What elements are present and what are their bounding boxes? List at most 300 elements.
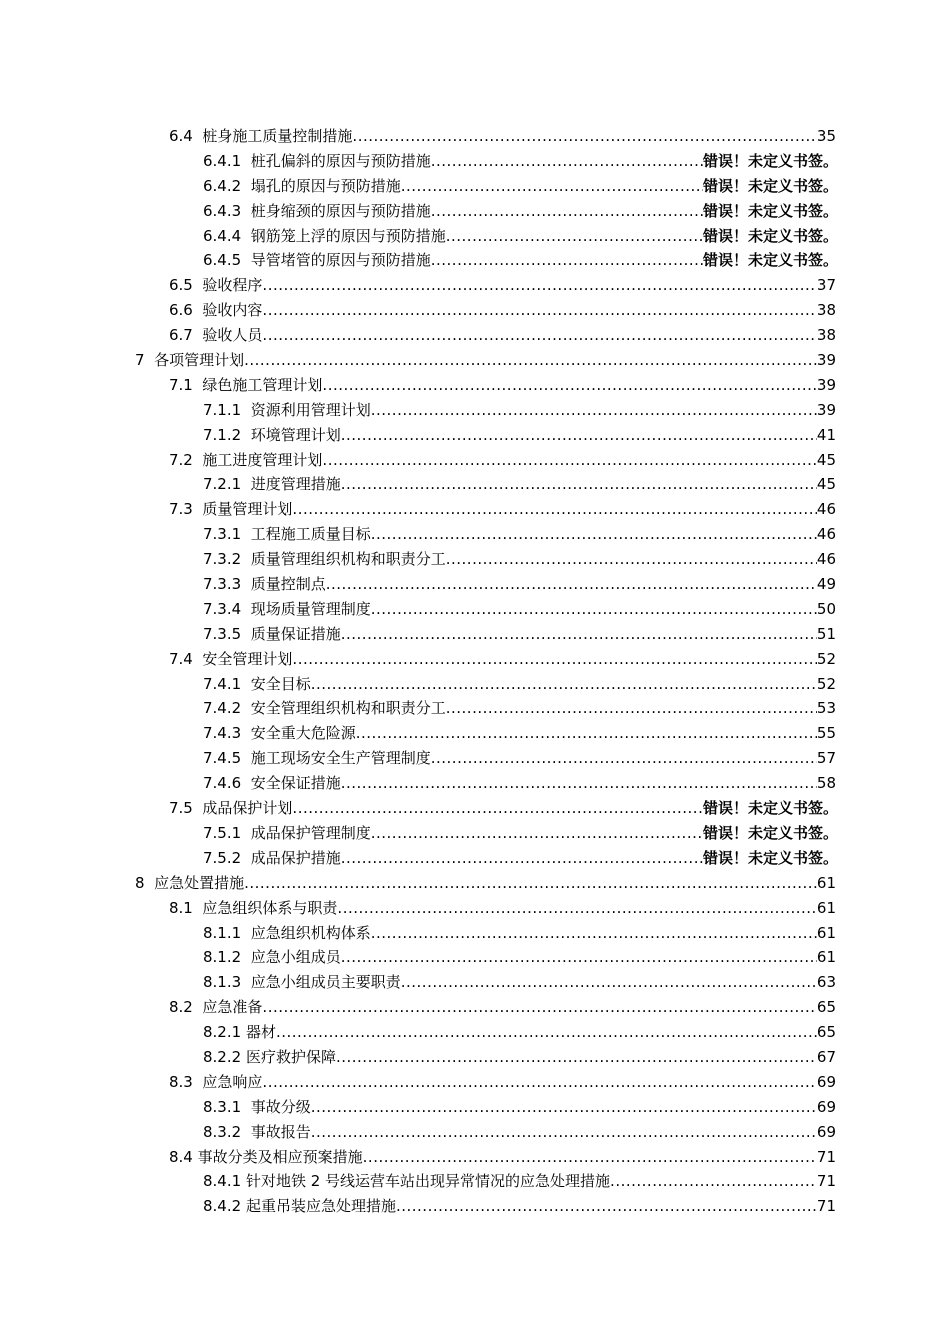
toc-entry-heading: [203, 423, 341, 448]
toc-entry-title: 桩孔偏斜的原因与预防措施: [250, 151, 431, 170]
toc-entry-separator: [241, 550, 251, 568]
toc-entry-separator: [241, 724, 251, 742]
toc-entry-heading: [169, 896, 337, 921]
toc-entry-heading: [203, 597, 371, 622]
toc-page-number: 38: [816, 301, 836, 320]
toc-entry[interactable]: [0, 124, 950, 149]
toc-entry-line: [169, 298, 836, 323]
toc-leader-dots: [276, 1020, 817, 1045]
toc-entry-title: 绿色施工管理计划: [202, 375, 323, 394]
toc-entry-separator: [241, 924, 251, 942]
toc-entry-heading: [169, 796, 292, 821]
toc-entry-separator: [241, 675, 251, 693]
toc-entry-number: 8.4.1: [203, 1172, 242, 1191]
toc-page-number: 67: [816, 1047, 836, 1066]
toc-entry-separator: [193, 326, 203, 344]
toc-entry[interactable]: [0, 771, 950, 796]
toc-entry-line: [169, 896, 836, 921]
toc-entry-heading: [203, 174, 401, 199]
toc-entry-heading: [203, 1169, 610, 1194]
toc-entry[interactable]: [0, 1045, 950, 1070]
toc-entry-separator: [241, 251, 251, 269]
toc-entry-heading: [203, 224, 446, 249]
toc-entry-number: 8.1.1: [203, 923, 242, 942]
toc-entry-title: 事故分类及相应预案措施: [197, 1147, 363, 1166]
toc-entry-title: 事故报告: [250, 1122, 311, 1141]
toc-entry-title: 起重吊装应急处理措施: [245, 1197, 396, 1216]
toc-entry-line: [203, 696, 836, 721]
toc-entry-title: 应急组织机构体系: [250, 923, 371, 942]
toc-entry-title: 环境管理计划: [250, 425, 341, 444]
toc-entry-line: [203, 199, 838, 224]
toc-entry-number: 7.4.2: [203, 699, 242, 718]
toc-entry-heading: [203, 1095, 311, 1120]
toc-bookmark-error: 错误！未定义书签。: [702, 226, 838, 245]
toc-entry-separator: [193, 376, 203, 394]
toc-entry-heading: [203, 1020, 276, 1045]
toc-entry-heading: [203, 821, 371, 846]
toc-leader-dots: [371, 921, 817, 946]
toc-entry-separator: [193, 301, 203, 319]
toc-entry-title: 桩身缩颈的原因与预防措施: [250, 201, 431, 220]
toc-entry-title: 安全重大危险源: [250, 724, 356, 743]
toc-entry[interactable]: [0, 846, 950, 871]
toc-entry-separator: [145, 874, 155, 892]
toc-entry-heading: [203, 1120, 311, 1145]
toc-entry[interactable]: [0, 448, 950, 473]
toc-entry-heading: [203, 248, 431, 273]
toc-page-number: 61: [816, 873, 836, 892]
toc-entry-number: 8.3.2: [203, 1122, 242, 1141]
toc-entry-heading: [169, 448, 322, 473]
toc-entry-line: [203, 1169, 836, 1194]
toc-entry-line: [203, 174, 838, 199]
toc-page-number: 69: [816, 1122, 836, 1141]
toc-leader-dots: [341, 423, 817, 448]
toc-page-number: 46: [816, 500, 836, 519]
toc-entry-separator: [145, 351, 155, 369]
toc-entry-title: 安全目标: [250, 674, 311, 693]
toc-entry-number: 7.4.3: [203, 724, 242, 743]
toc-entry-separator: [241, 227, 251, 245]
toc-leader-dots: [610, 1169, 817, 1194]
toc-entry-number: 7: [135, 351, 145, 370]
toc-entry-number: 7.4.1: [203, 674, 242, 693]
toc-entry-heading: [203, 721, 356, 746]
toc-entry-separator: [193, 899, 203, 917]
toc-entry[interactable]: [0, 647, 950, 672]
toc-entry[interactable]: [0, 398, 950, 423]
toc-bookmark-error: 错误！未定义书签。: [702, 848, 838, 867]
toc-entry-title: 成品保护计划: [202, 799, 293, 818]
toc-entry-heading: [203, 672, 311, 697]
toc-entry-separator: [241, 600, 251, 618]
toc-leader-dots: [446, 224, 703, 249]
toc-entry-title: 钢筋笼上浮的原因与预防措施: [250, 226, 446, 245]
toc-entry-number: 8.2.2: [203, 1047, 242, 1066]
toc-entry-heading: [203, 970, 401, 995]
toc-entry-separator: [241, 948, 251, 966]
toc-bookmark-error: 错误！未定义书签。: [702, 251, 838, 270]
toc-entry-title: 验收内容: [202, 301, 263, 320]
toc-entry[interactable]: [0, 1020, 950, 1045]
toc-entry-line: [203, 921, 836, 946]
toc-page-number: 51: [816, 624, 836, 643]
toc-entry[interactable]: [0, 323, 950, 348]
toc-entry-number: 6.4.4: [203, 226, 242, 245]
toc-entry-line: [203, 746, 836, 771]
toc-entry-title: 质量控制点: [250, 575, 326, 594]
toc-leader-dots: [396, 1194, 817, 1219]
toc-page-number: 71: [816, 1197, 836, 1216]
toc-leader-dots: [341, 945, 817, 970]
toc-entry-separator: [241, 1123, 251, 1141]
toc-entry-title: 成品保护措施: [250, 848, 341, 867]
toc-page-number: 61: [816, 948, 836, 967]
toc-entry[interactable]: [0, 1194, 950, 1219]
toc-entry-separator: [193, 998, 203, 1016]
toc-entry-number: 6.4.5: [203, 251, 242, 270]
toc-entry[interactable]: [0, 273, 950, 298]
toc-entry-title: 应急处置措施: [154, 873, 245, 892]
toc-entry-title: 质量管理组织机构和职责分工: [250, 550, 446, 569]
toc-leader-dots: [244, 348, 817, 373]
toc-entry[interactable]: [0, 522, 950, 547]
toc-entry-number: 7.4: [169, 649, 193, 668]
toc-leader-dots: [311, 1120, 817, 1145]
toc-entry-title: 成品保护管理制度: [250, 823, 371, 842]
toc-entry[interactable]: [0, 373, 950, 398]
toc-entry-heading: [203, 547, 446, 572]
toc-entry-line: [169, 323, 836, 348]
toc-entry-heading: [169, 373, 322, 398]
toc-leader-dots: [311, 1095, 817, 1120]
toc-entry-line: [203, 672, 836, 697]
toc-entry[interactable]: [0, 1169, 950, 1194]
toc-entry-heading: [203, 771, 341, 796]
toc-leader-dots: [431, 149, 703, 174]
toc-entry[interactable]: [0, 921, 950, 946]
toc-entry-title: 进度管理措施: [250, 475, 341, 494]
toc-entry-line: [169, 373, 836, 398]
toc-leader-dots: [371, 597, 817, 622]
toc-entry-number: 8.1.2: [203, 948, 242, 967]
toc-entry[interactable]: [0, 1120, 950, 1145]
toc-entry-separator: [241, 177, 251, 195]
toc-entry-title: 安全管理计划: [202, 649, 293, 668]
toc-entry-number: 8.1.3: [203, 973, 242, 992]
toc-entry[interactable]: [0, 174, 950, 199]
toc-bookmark-error: 错误！未定义书签。: [702, 151, 838, 170]
toc-entry-title: 针对地铁 2 号线运营车站出现异常情况的应急处理措施: [245, 1172, 611, 1191]
toc-page-number: 71: [816, 1172, 836, 1191]
toc-entry-heading: [169, 995, 262, 1020]
toc-entry-heading: [169, 124, 352, 149]
toc-entry-title: 现场质量管理制度: [250, 599, 371, 618]
toc-leader-dots: [401, 970, 817, 995]
toc-entry[interactable]: [0, 1145, 950, 1170]
toc-entry-heading: [169, 1145, 363, 1170]
toc-entry-heading: [135, 348, 244, 373]
toc-leader-dots: [356, 721, 817, 746]
toc-bookmark-error: 错误！未定义书签。: [702, 201, 838, 220]
toc-entry-number: 7.2: [169, 450, 193, 469]
toc-entry-line: [203, 1120, 836, 1145]
toc-page-number: 39: [816, 351, 836, 370]
toc-entry-separator: [193, 127, 203, 145]
toc-page-number: 39: [816, 400, 836, 419]
toc-entry-number: 7.2.1: [203, 475, 242, 494]
toc-entry-title: 应急准备: [202, 998, 263, 1017]
toc-entry-line: [169, 796, 838, 821]
toc-entry[interactable]: [0, 746, 950, 771]
toc-entry[interactable]: [0, 945, 950, 970]
toc-entry-separator: [241, 152, 251, 170]
toc-entry[interactable]: [0, 423, 950, 448]
toc-page-number: 46: [816, 525, 836, 544]
toc-leader-dots: [262, 298, 816, 323]
toc-entry[interactable]: [0, 348, 950, 373]
toc-entry-heading: [203, 522, 371, 547]
toc-page-number: 58: [816, 774, 836, 793]
toc-entry[interactable]: [0, 1070, 950, 1095]
toc-entry[interactable]: [0, 1095, 950, 1120]
toc-entry-separator: [241, 202, 251, 220]
toc-entry-title: 塌孔的原因与预防措施: [250, 176, 401, 195]
toc-entry-title: 验收人员: [202, 326, 263, 345]
toc-entry-separator: [193, 799, 203, 817]
toc-page-number: 65: [816, 1023, 836, 1042]
table-of-contents: [0, 124, 950, 1219]
toc-leader-dots: [292, 796, 703, 821]
toc-entry-title: 施工现场安全生产管理制度: [250, 749, 431, 768]
toc-page-number: 55: [816, 724, 836, 743]
toc-bookmark-error: 错误！未定义书签。: [702, 823, 838, 842]
toc-entry-separator: [241, 824, 251, 842]
toc-entry-title: 验收程序: [202, 276, 263, 295]
toc-entry-title: 质量管理计划: [202, 500, 293, 519]
toc-entry-title: 应急响应: [202, 1072, 263, 1091]
toc-page-number: 45: [816, 450, 836, 469]
toc-entry-number: 7.5.1: [203, 823, 242, 842]
toc-entry-separator: [241, 1098, 251, 1116]
toc-entry[interactable]: [0, 149, 950, 174]
toc-leader-dots: [431, 746, 817, 771]
toc-page-number: 53: [816, 699, 836, 718]
toc-entry-heading: [169, 1070, 262, 1095]
toc-leader-dots: [446, 547, 817, 572]
toc-entry[interactable]: [0, 871, 950, 896]
toc-entry-line: [203, 622, 836, 647]
toc-leader-dots: [431, 248, 703, 273]
toc-page-number: 57: [816, 749, 836, 768]
toc-leader-dots: [371, 821, 703, 846]
toc-entry-number: 6.4.3: [203, 201, 242, 220]
toc-entry-separator: [193, 451, 203, 469]
toc-entry-heading: [203, 1045, 336, 1070]
toc-entry-number: 8.2.1: [203, 1023, 242, 1042]
toc-page-number: 63: [816, 973, 836, 992]
toc-leader-dots: [341, 472, 817, 497]
toc-entry-line: [169, 124, 836, 149]
toc-entry-line: [203, 398, 836, 423]
toc-leader-dots: [371, 398, 817, 423]
toc-entry-separator: [193, 500, 203, 518]
toc-entry[interactable]: [0, 248, 950, 273]
toc-entry-number: 8.4.2: [203, 1197, 242, 1216]
toc-page-number: 71: [816, 1147, 836, 1166]
toc-entry[interactable]: [0, 224, 950, 249]
toc-entry-line: [203, 1194, 836, 1219]
toc-page-number: 50: [816, 599, 836, 618]
toc-bookmark-error: 错误！未定义书签。: [702, 176, 838, 195]
toc-entry[interactable]: [0, 721, 950, 746]
toc-leader-dots: [431, 199, 703, 224]
toc-entry[interactable]: [0, 597, 950, 622]
toc-entry-line: [203, 522, 836, 547]
toc-leader-dots: [401, 174, 703, 199]
toc-entry-separator: [241, 774, 251, 792]
toc-entry-line: [203, 821, 838, 846]
toc-entry-line: [203, 771, 836, 796]
toc-entry-number: 8.2: [169, 998, 193, 1017]
toc-entry[interactable]: [0, 547, 950, 572]
toc-entry-separator: [241, 525, 251, 543]
toc-entry[interactable]: [0, 970, 950, 995]
toc-entry[interactable]: [0, 572, 950, 597]
toc-entry-title: 质量保证措施: [250, 624, 341, 643]
toc-leader-dots: [337, 896, 816, 921]
toc-entry-number: 8.3.1: [203, 1097, 242, 1116]
toc-entry[interactable]: [0, 696, 950, 721]
toc-page-number: 69: [816, 1072, 836, 1091]
toc-entry[interactable]: [0, 298, 950, 323]
toc-entry-line: [203, 248, 838, 273]
toc-leader-dots: [322, 448, 816, 473]
toc-leader-dots: [363, 1145, 817, 1170]
toc-entry-line: [203, 945, 836, 970]
toc-bookmark-error: 错误！未定义书签。: [702, 799, 838, 818]
toc-entry-number: 8.3: [169, 1072, 193, 1091]
toc-entry-title: 医疗救护保障: [245, 1047, 336, 1066]
toc-entry-line: [203, 970, 836, 995]
toc-entry[interactable]: [0, 821, 950, 846]
toc-entry-line: [135, 348, 836, 373]
toc-entry-line: [203, 547, 836, 572]
toc-entry-line: [203, 1020, 836, 1045]
toc-entry-line: [203, 597, 836, 622]
toc-entry-line: [169, 1070, 836, 1095]
toc-entry-heading: [169, 298, 262, 323]
toc-entry-title: 安全保证措施: [250, 774, 341, 793]
toc-entry-heading: [169, 647, 292, 672]
toc-entry-line: [169, 273, 836, 298]
toc-entry-title: 桩身施工质量控制措施: [202, 127, 353, 145]
toc-entry-title: 导管堵管的原因与预防措施: [250, 251, 431, 270]
toc-entry-line: [203, 1095, 836, 1120]
toc-leader-dots: [326, 572, 817, 597]
toc-entry[interactable]: [0, 995, 950, 1020]
toc-page-number: 49: [816, 575, 836, 594]
toc-entry-heading: [203, 921, 371, 946]
toc-entry-title: 资源利用管理计划: [250, 400, 371, 419]
toc-entry-line: [203, 423, 836, 448]
toc-entry-separator: [241, 401, 251, 419]
toc-entry-separator: [241, 475, 251, 493]
toc-entry-heading: [203, 398, 371, 423]
toc-entry-line: [203, 149, 838, 174]
toc-leader-dots: [371, 522, 817, 547]
toc-entry-title: 施工进度管理计划: [202, 450, 323, 469]
toc-entry-number: 6.6: [169, 301, 193, 320]
toc-entry-number: 6.7: [169, 326, 193, 345]
toc-page-number: 61: [816, 923, 836, 942]
toc-leader-dots: [336, 1045, 817, 1070]
toc-leader-dots: [262, 273, 816, 298]
toc-leader-dots: [292, 647, 816, 672]
toc-entry-line: [203, 1045, 836, 1070]
toc-page-number: 69: [816, 1097, 836, 1116]
toc-entry-separator: [241, 625, 251, 643]
toc-entry-line: [203, 224, 838, 249]
toc-leader-dots: [446, 696, 817, 721]
toc-entry[interactable]: [0, 796, 950, 821]
toc-entry-number: 8.4: [169, 1147, 193, 1166]
toc-entry-number: 7.3.5: [203, 624, 242, 643]
toc-entry-title: 应急小组成员主要职责: [250, 973, 401, 992]
toc-entry-number: 7.1.1: [203, 400, 242, 419]
toc-entry-line: [169, 1145, 836, 1170]
toc-leader-dots: [341, 622, 817, 647]
toc-page-number: 45: [816, 475, 836, 494]
toc-entry-number: 7.1: [169, 375, 193, 394]
toc-page-number: 39: [816, 375, 836, 394]
toc-entry[interactable]: [0, 199, 950, 224]
toc-page-number: 46: [816, 550, 836, 569]
toc-entry-line: [203, 472, 836, 497]
toc-entry-title: 各项管理计划: [154, 351, 245, 370]
toc-entry-heading: [203, 472, 341, 497]
toc-entry-separator: [193, 650, 203, 668]
toc-entry-number: 8: [135, 873, 145, 892]
toc-entry-title: 应急组织体系与职责: [202, 898, 338, 917]
toc-leader-dots: [244, 871, 817, 896]
toc-entry-heading: [169, 497, 292, 522]
toc-entry[interactable]: [0, 896, 950, 921]
toc-entry-separator: [241, 973, 251, 991]
toc-leader-dots: [262, 1070, 816, 1095]
toc-entry-heading: [203, 1194, 396, 1219]
toc-entry-heading: [169, 273, 262, 298]
toc-entry-heading: [203, 696, 446, 721]
toc-entry-line: [203, 572, 836, 597]
toc-leader-dots: [262, 323, 816, 348]
toc-leader-dots: [341, 846, 703, 871]
toc-entry-number: 7.3.4: [203, 599, 242, 618]
toc-entry[interactable]: [0, 472, 950, 497]
toc-entry-number: 7.3.1: [203, 525, 242, 544]
toc-entry-number: 7.5: [169, 799, 193, 818]
toc-entry[interactable]: [0, 622, 950, 647]
toc-entry-separator: [241, 749, 251, 767]
toc-entry-line: [169, 995, 836, 1020]
toc-entry[interactable]: [0, 497, 950, 522]
toc-entry-separator: [193, 1073, 203, 1091]
toc-page-number: 38: [816, 326, 836, 345]
toc-entry[interactable]: [0, 672, 950, 697]
toc-entry-line: [203, 846, 838, 871]
toc-leader-dots: [292, 497, 816, 522]
